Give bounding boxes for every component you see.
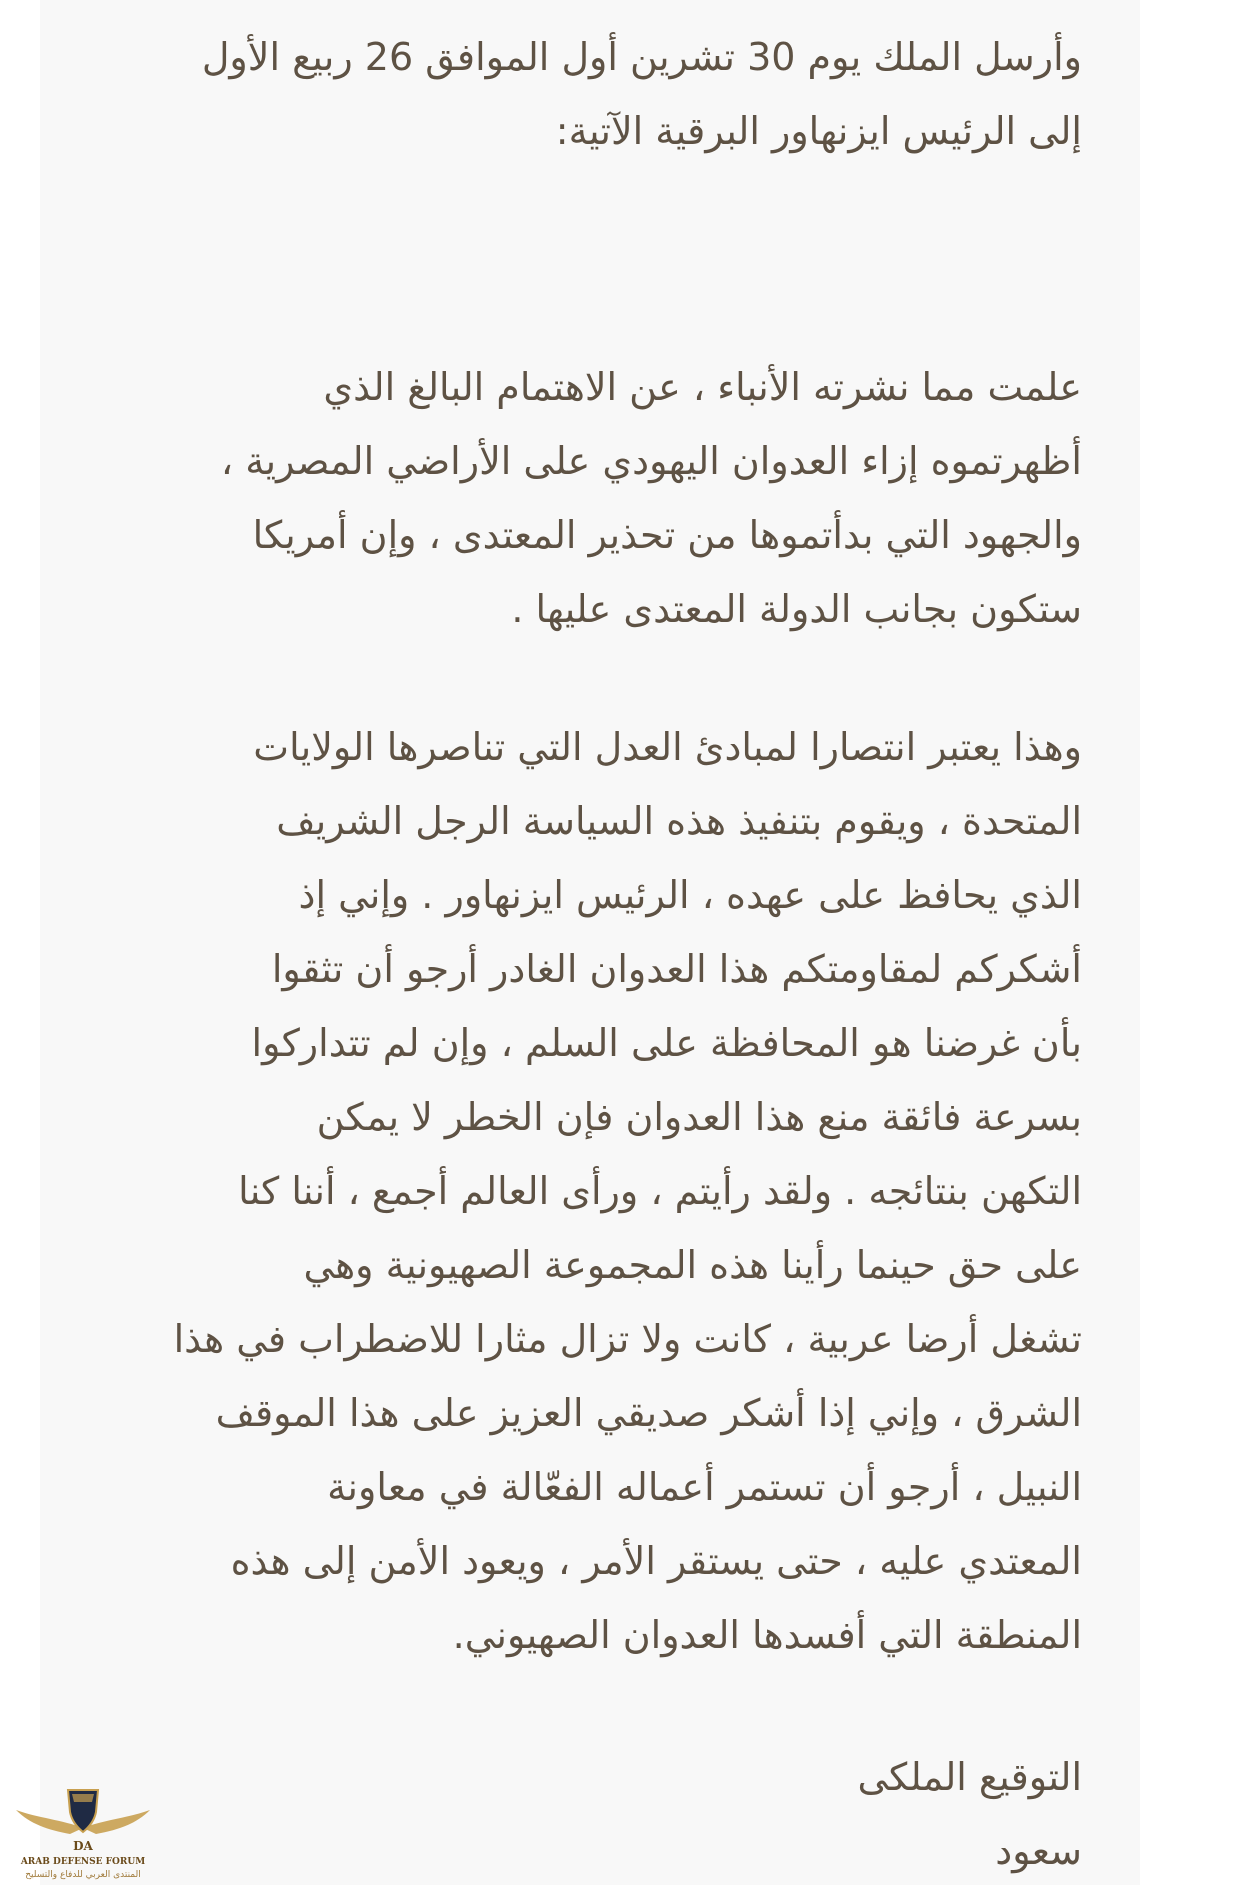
shield-band-icon — [72, 1794, 94, 1802]
logo-monogram: DA — [73, 1839, 93, 1853]
letter-line: أشكركم لمقاومتكم هذا العدوان الغادر أرجو أن تثقوا — [271, 947, 1082, 991]
letter-line: وهذا يعتبر انتصارا لمبادئ العدل التي تناصرها الولايات — [253, 725, 1082, 769]
letter-line: بأن غرضنا هو المحافظة على السلم ، وإن لم تتداركوا — [251, 1021, 1082, 1065]
letter-line: تشغل أرضا عربية ، كانت ولا تزال مثارا للاضطراب في هذا — [173, 1317, 1082, 1361]
letter-line: المنطقة التي أفسدها العدوان الصهيوني. — [452, 1613, 1082, 1657]
letter-line: والجهود التي بدأتموها من تحذير المعتدى ، وإن أمريكا — [252, 513, 1082, 557]
letter-line: أظهرتموه إزاء العدوان اليهودي على الأراضي المصرية ، — [220, 439, 1082, 483]
letter-line: بسرعة فائقة منع هذا العدوان فإن الخطر لا يمكن — [316, 1095, 1082, 1139]
signature-block — [82, 1740, 1082, 1885]
intro-line: وأرسل الملك يوم 30 تشرين أول الموافق 26 ربيع الأول — [201, 35, 1082, 79]
letter-line: الشرق ، وإني إذا أشكر صديقي العزيز على هذا الموقف — [215, 1391, 1082, 1435]
letter-line: النبيل ، أرجو أن تستمر أعماله الفعّالة في معاونة — [327, 1465, 1082, 1509]
letter-line: على حق حينما رأينا هذه المجموعة الصهيونية وهي — [303, 1243, 1082, 1287]
letter-line: المعتدي عليه ، حتى يستقر الأمر ، ويعود الأمن إلى هذه — [230, 1539, 1082, 1583]
letter-paragraph-1 — [82, 350, 1082, 646]
intro-paragraph — [82, 20, 1082, 168]
arab-defense-forum-logo — [8, 1780, 158, 1885]
signature-name: سعود — [995, 1829, 1082, 1873]
letter-line: الذي يحافظ على عهده ، الرئيس ايزنهاور . وإني إذ — [298, 873, 1082, 917]
letter-line: علمت مما نشرته الأنباء ، عن الاهتمام البالغ الذي — [323, 365, 1082, 409]
logo-name-ar: المنتدى العربي للدفاع والتسليح — [25, 1870, 141, 1880]
letter-line: ستكون بجانب الدولة المعتدى عليها . — [511, 587, 1082, 631]
letter-line: المتحدة ، ويقوم بتنفيذ هذه السياسة الرجل الشريف — [276, 799, 1082, 843]
letter-line: التكهن بنتائجه . ولقد رأيتم ، ورأى العالم أجمع ، أننا كنا — [238, 1169, 1082, 1213]
logo-name-en: ARAB DEFENSE FORUM — [20, 1857, 146, 1867]
letter-paragraph-2 — [82, 710, 1082, 1672]
intro-line: إلى الرئيس ايزنهاور البرقية الآتية: — [555, 109, 1082, 153]
signature-title: التوقيع الملكى — [857, 1755, 1082, 1799]
